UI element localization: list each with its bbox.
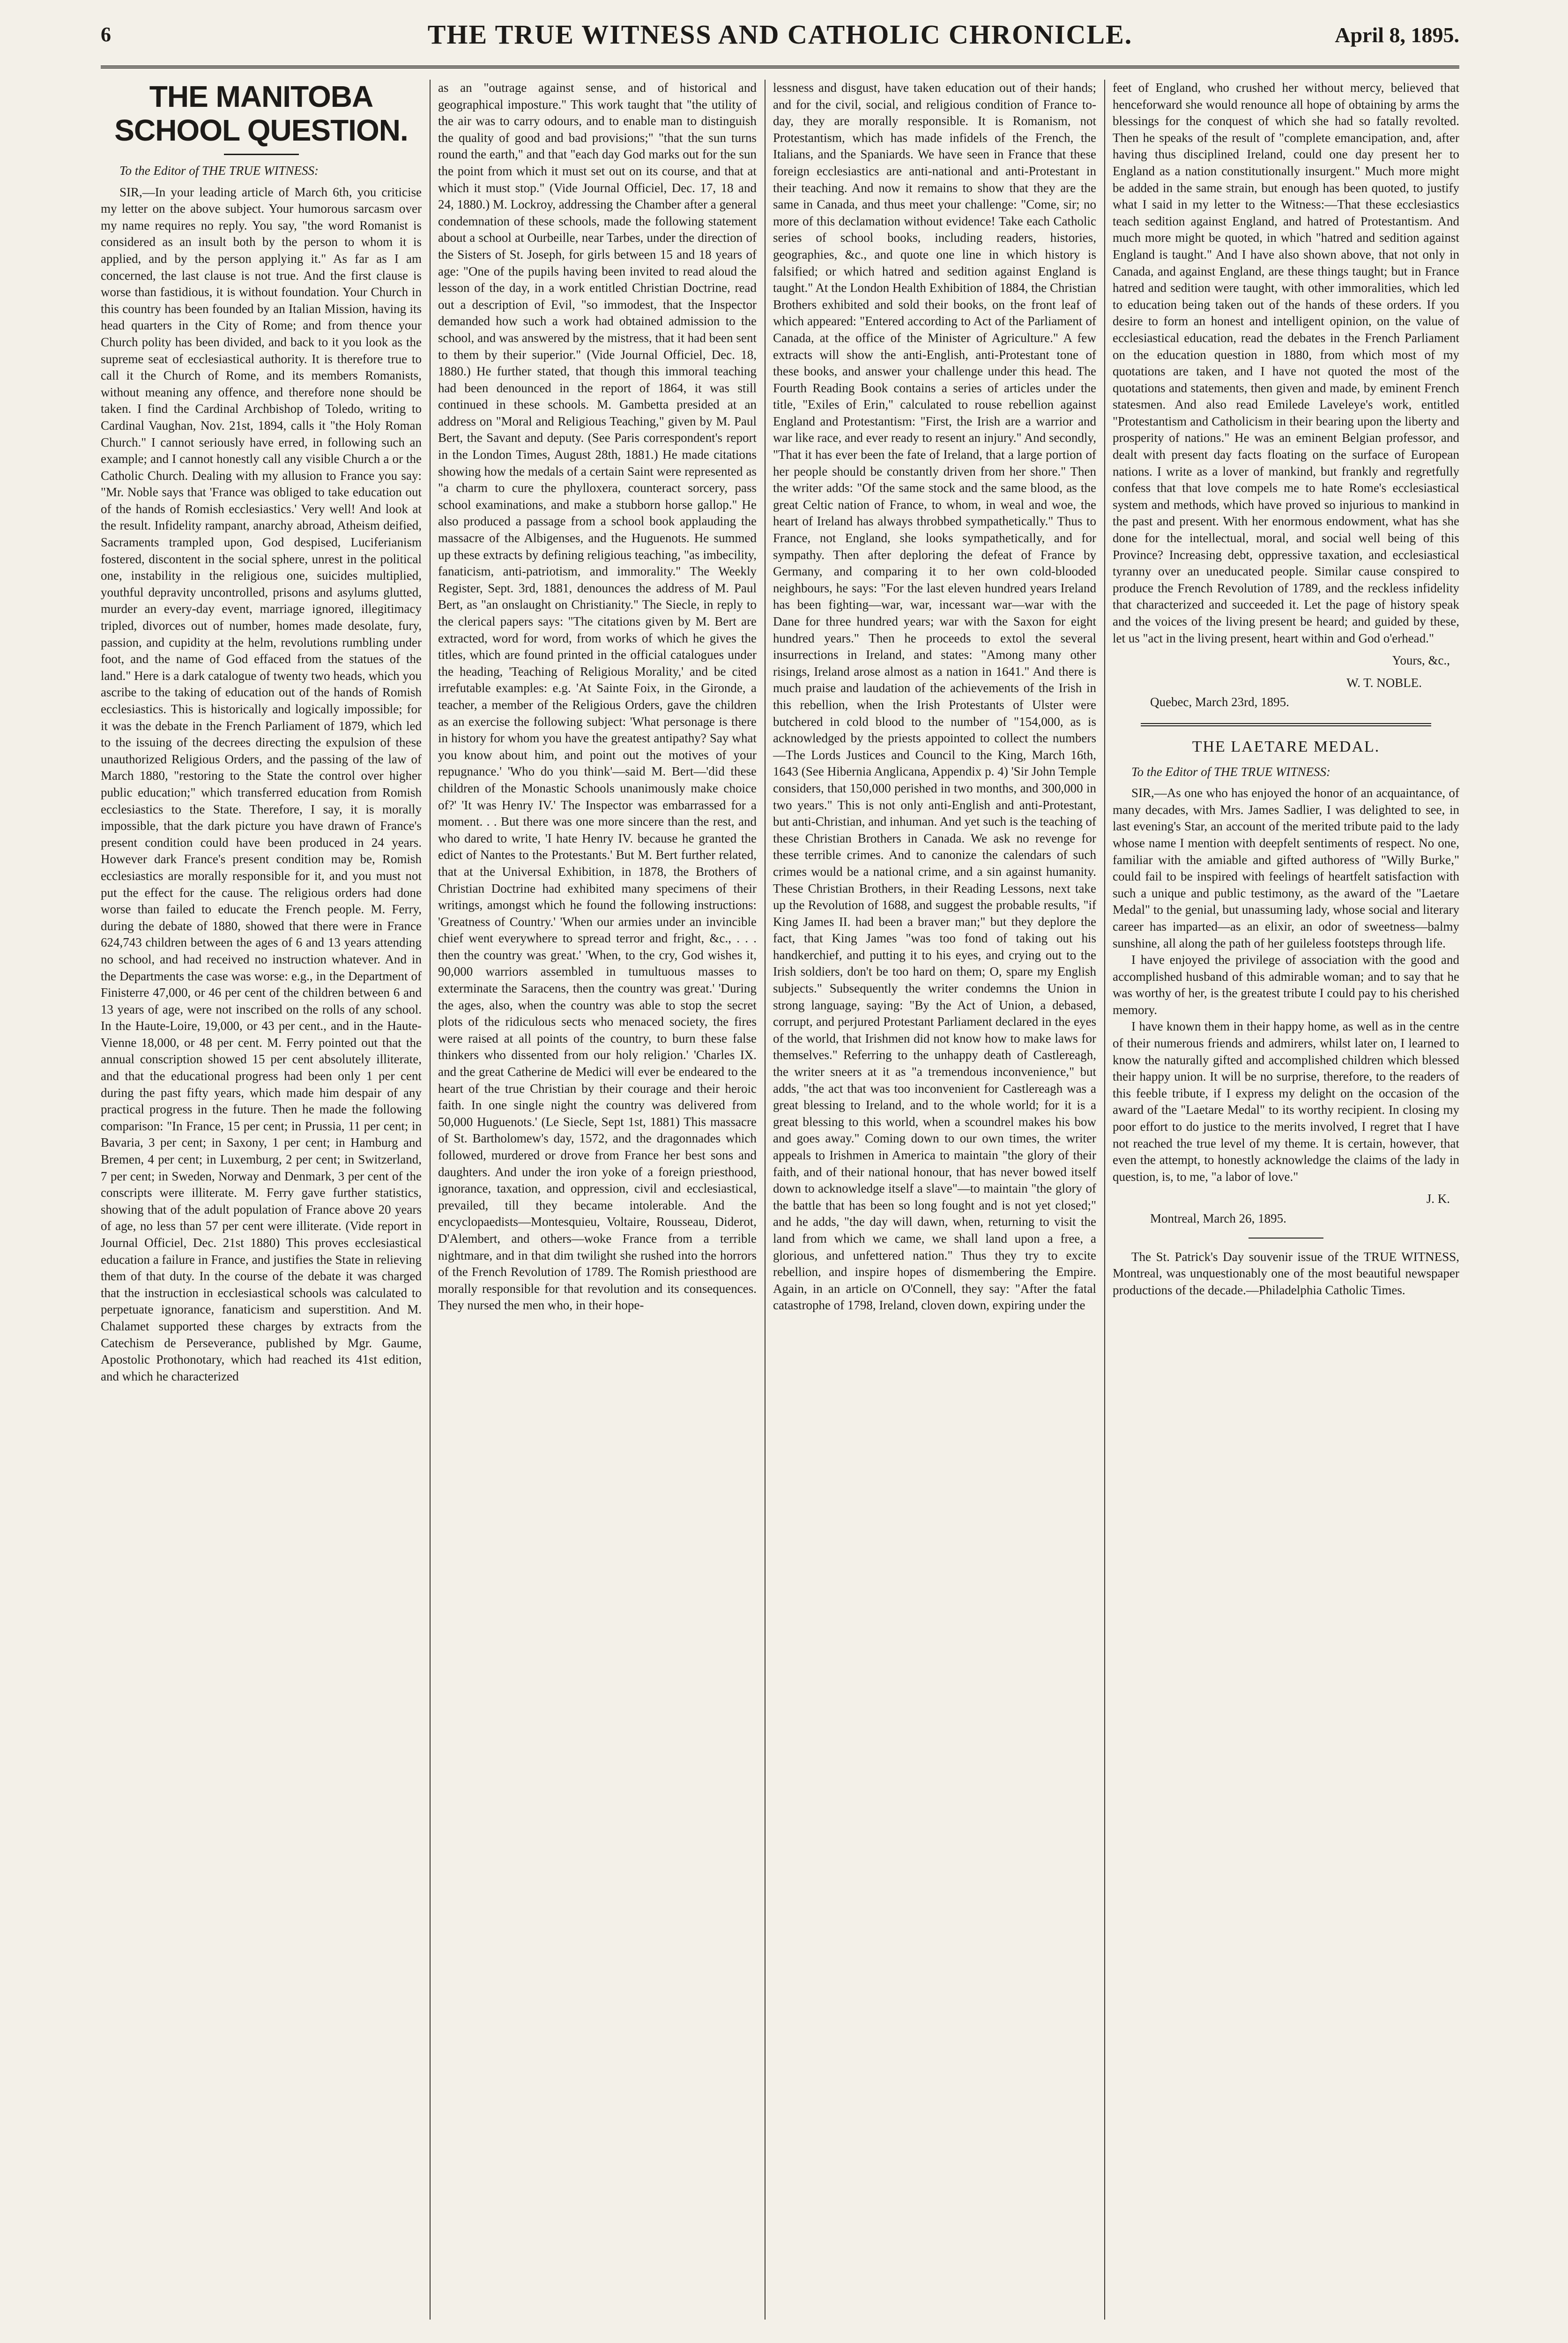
column-2 [438,80,757,2320]
article-paragraph: I have known them in their happy home, as well as in the centre of their numerous friends and admirers, whilst later on, I learned to know the naturally gifted and accomplished children which blessed their happy union. It will be no surprise, therefore, to the readers of this feeble tribute, if I express my delight on the occasion of the award of the "Laetare Medal" to its worthy recipient. In closing my poor effort to do justice to the merits involved, I regret that I have not reached the true level of my theme. It is certain, however, that even the attempt, to honestly acknowledge the claims of the lady in question, is, to me, "a labor of love." [1113,1019,1459,1184]
letter-signature: J. K. [1426,1192,1450,1206]
masthead [101,14,1459,70]
article-paragraph: SIR,—As one who has enjoyed the honor of an acquaintance, of many decades, with Mrs. James Sadlier, I was delighted to see, in last evening's Star, an account of the merited tribute paid to the lady whose name I mention with deepfelt sentiments of respect. No one, familiar with the amiable and gifted authoress of "Willy Burke," could fail to be inspired with feelings of heartfelt satisfaction with such a unique and public testimony, as the award of the "Laetare Medal" to the genial, but unassuming lady, whose social and literary career has imparted—as an elixir, an odor of sweetness—balmy sunshine, all along the path of her guileless footsteps through life. [1113,786,1459,950]
letter-closing: Yours, &c., [1392,653,1450,668]
article-title: THE LAETARE MEDAL. [1192,738,1380,755]
column-3 [773,80,1096,2320]
letter-place-date: Quebec, March 23rd, 1895. [1150,695,1289,709]
article-body: as an "outrage against sense, and of historical and geographical imposture." This work taught that "the utility of the air was to carry odours, and to enable man to distinguish the quality of good and bad provisions;" "that the sun turns round the earth," and that "each day God marks out for the sun the point from which it must set out on its course, and that at which it must stop." (Vide Journal Officiel, Dec. 17, 18 and 24, 1880.) M. Lockroy, addressing the Chamber after a general condemnation of these schools, made the following statement about a school at Ourbeille, near Tarbes, under the direction of the Sisters of St. Joseph, for girls between 15 and 18 years of age: "One of the pupils having been invited to read aloud the lesson of the day, in a work entitled Christian Doctrine, read out a description of Evil, "so immodest, that the Inspector demanded how such a work had obtained admission to the school, and was answered by the mistress, that it had been sent to them by their superior." (Vide Journal Officiel, Dec. 18, 1880.) He further stated, that though this immoral teaching had been denounced in the report of 1864, it was still continued in these schools. M. Gambetta presided at an address on "Moral and Religious Teaching," given by M. Paul Bert, the Savant and deputy. (See Paris correspondent's report in the London Times, August 28th, 1881.) He made citations showing how the medals of a certain Saint were represented as "a charm to cure the phylloxera, counteract sorcery, pass school examinations, and make a stubborn horse gallop." He also produced a passage from a school book applauding the massacre of the Albigenses, and the Huguenots. He summed up these extracts by defining religious teaching, "as imbecility, fanaticism, anti-patriotism, and immorality." The Weekly Register, Sept. 3rd, 1881, denounces the address of M. Paul Bert, as "an onslaught on Christianity." The Siecle, in reply to the clerical papers says: "The citations given by M. Bert are extracted, word for word, from works of which he gives the titles, which are found printed in the official catalogues under the heading, 'Teaching of Religious Morality,' and be cited irrefutable examples: e.g. 'At Sainte Foix, in the Gironde, a teacher, a member of the Religious Orders, gave the children as an exercise the following subject: 'What personage is there in history for whom you have the greatest antipathy? Say what you know about him, and point out the motives of your repugnance.' 'Who do you think'—said M. Bert—'did these children of the Monastic Schools unanimously make choice of?' 'It was Henry IV.' The Inspector was embarrassed for a moment. . . But there was one more sincere than the rest, and who dared to write, 'I hate Henry IV. because he granted the edict of Nantes to the Protestants.' But M. Bert further related, that at the Universal Exhibition, in 1878, the Brothers of Christian Doctrine had exhibited many specimens of their writings, amongst which he found the following instructions: 'Greatness of Country.' 'When our armies under an invincible chief went everywhere to spread terror and fright, &c., . . . then the country was great.' 'When, to the cry, God wishes it, 90,000 warriors assembled in tumultuous masses to exterminate the Saracens, then the country was great.' 'During the ages, also, when the country was able to stop the secret plots of the ridiculous sects who menaced society, the fires were raised at all points of the country, to burn these false thinkers who dissented from our holy religion.' 'Charles IX. and the great Catherine de Medici will ever be endeared to the heart of the true Christian by their courage and their heroic faith. In one single night the country was delivered from 50,000 Huguenots.' (Le Siecle, Sept 1st, 1881) This massacre of St. Bartholomew's day, 1572, and the dragonnades which followed, murdered or drove from France her best sons and daughters. And under the iron yoke of a foreign priesthood, ignorance, taxation, and oppression, civil and ecclesiastical, prevailed, till they became intolerable. And the encyclopaedists—Montesquieu, Voltaire, Rousseau, Diderot, D'Alembert, and others—woke France from a terrible nightmare, and in that dim twilight she rushed into the horrors of the French Revolution of 1789. The Romish priesthood are morally responsible for that revolution and its consequences. They nursed the men who, in their hope- [438,81,757,1313]
column-divider [430,80,431,2320]
issue-date: April 8, 1895. [1335,23,1459,47]
letter-address: To the Editor of THE TRUE WITNESS: [1131,764,1331,779]
letter-place-date: Montreal, March 26, 1895. [1150,1211,1286,1225]
letter-address: To the Editor of THE TRUE WITNESS: [119,164,319,178]
letter-signature: W. T. NOBLE. [1346,675,1422,690]
article-paragraph: I have enjoyed the privilege of association with the good and accomplished husband of this admirable woman; and to say that he was worthy of her, is the greatest tribute I could pay to his cherished memory. [1113,953,1459,1017]
article-body: lessness and disgust, have taken education out of their hands; and for the civil, social, and religious condition of France to-day, they are morally responsible. It is Romanism, not Protestantism, which has made infidels of the French, the Italians, and the Spaniards. We have seen in France that these foreign ecclesiastics are anti-national and anti-Protestant in their teaching. And now it remains to show that they are the same in Canada, and thus meet your challenge: "Come, sir; no more of this declamation without evidence! Take each Catholic series of school books, including readers, histories, geographies, &c., and quote one line in which history is falsified; or which hatred and sedition against England is taught." At the London Health Exhibition of 1884, the Christian Brothers exhibited and sold their books, on the front leaf of which appeared: "Entered according to Act of the Parliament of Canada, at the office of the Minister of Agriculture." A few extracts will show the anti-English, anti-Protestant tone of these books, and answer your challenge under this head. The Fourth Reading Book contains a series of articles under the title, "Exiles of Erin," calculated to rouse rebellion against England and Protestantism: "First, the Irish are a warrior and war like race, and ever ready to resent an injury." And secondly, "That it has ever been the fate of Ireland, that a large portion of her people should be constantly driven from her shore." Then the writer adds: "Of the same stock and the same blood, as the great Celtic nation of France, to whom, in weal and woe, the heart of Ireland has always throbbed sympathetically." Thus to France, not England, she looks sympathetically, and for sympathy. Then after deploring the defeat of France by Germany, and comparing it to her own cold-blooded neighbours, he says: "For the last eleven hundred years Ireland has been fighting—war, war, incessant war—war with the Dane for three hundred years; war with the Saxon for eight hundred years." Then he proceeds to extol the several insurrections in Ireland, and states: "Among many other risings, Ireland arose almost as a nation in 1641." And there is much praise and laudation of the achievements of the Irish in this rebellion, when the Irish Protestants of Ulster were butchered in cold blood to the number of "154,000, as is acknowledged by the priests appointed to collect the numbers—The Lords Justices and Council to the King, March 16th, 1643 (See Hibernia Anglicana, Appendix p. 4) 'Sir John Temple considers, that 150,000 perished in two months, and 300,000 in two years." This is not only anti-English and anti-Protestant, but anti-Christian, and inhuman. And yet such is the teaching of these Christian Brothers in Canada. We ask no revenge for these terrible crimes. And to canonize the calendars of such crimes would be a national crime, and a sin against humanity. These Christian Brothers, in their Reading Lessons, next take up the Revolution of 1688, and suggest the probable results, "if King James II. had been a braver man;" but they deplore the fact, that King James "was too fond of taking out his handkerchief, and putting it to his eyes, and crying out to the Irish soldiers, don't be too hard on them; O, spare my English subjects." Subsequently the writer condemns the Union in strong language, saying: "By the Act of Union, a debased, corrupt, and perjured Protestant Parliament declared in the eyes of the world, that Irishmen did not know how to make laws for themselves." Referring to the unhappy death of Castlereagh, the writer sneers at it as "a tremendous inconvenience," but adds, "the act that was too inconvenient for Castlereagh was a great blessing to Ireland, and to the whole world; for it is a great blessing to this world, when a scoundrel makes his bow and goes away." Coming down to our own times, the writer appeals to Irishmen in America to maintain "the glory of their faith, and of their national honour, that has never bowed itself down to acknowledge itself a slave"—to maintain "the glory of the battle that has been so long fought and is not yet closed;" and he adds, "the day will dawn, when, returning to visit the land from which we came, we shall land upon a free, a glorious, and unfettered nation." Thus they try to excite rebellion, and inspire hopes of dismembering the Empire. Again, in an article on O'Connell, they say: "After the fatal catastrophe of 1798, Ireland, cloven down, expiring under the [773,81,1096,1313]
article-headline: THE MANITOBA SCHOOL QUESTION. [114,80,408,147]
article-body: feet of England, who crushed her without mercy, believed that henceforward she would renounce all hope of obtaining by arms the blessings for the conquest of which she had so fatally revolted. Then he speaks of the result of "complete emancipation, and, after having thus disciplined Ireland, could one day present her to England as a nation constitutionally insurgent." Much more might be added in the same strain, but enough has been quoted, to justify what I said in my letter to the Witness:—That these ecclesiastics teach sedition against England, and hatred of Protestantism. And much more might be quoted, in which "hatred and sedition against England is taught." And I have also shown above, that not only in Canada, and against England, are these things taught; but in France hatred and sedition were taught, with other immoralities, which led to education being taken out of the hands of these orders. If you desire to form an honest and intelligent opinion, on the value of ecclesiastical education, read the debates in the French Parliament on the education question in 1880, from which most of my quotations are taken, and I have not quoted the most of the quotations and statements, then given and made, by eminent French statesmen. And also read Emilede Laveleye's work, entitled "Protestantism and Catholicism in their bearing upon the liberty and prosperity of nations." He was an eminent Belgian professor, and dealt with present day facts floating on the surface of European nations. I write as a lover of mankind, but frankly and regretfully confess that that love compels me to hate Rome's ecclesiastical system and methods, which have proved so injurious to mankind in the past and present. With her enormous endowment, what has she done for the intellectual, moral, and social well being of this Province? Increasing debt, oppressive taxation, and ecclesiastical tyranny over an uneducated people. Similar cause conspired to produce the French Revolution of 1789, and the reckless infidelity that characterized and succeeded it. Let the page of history speak and the voices of the living present be heard; and guided by these, let us "act in the living present, heart within and God o'erhead." [1113,81,1459,645]
article-body: SIR,—In your leading article of March 6th, you criticise my letter on the above subject. Your humorous sarcasm over my name requires no reply. You say, "the word Romanist is considered as an insult both by the person to whom it is applied, and by the person applying it." As far as I am concerned, the last clause is not true. And the first clause is worse than fastidious, it is without foundation. Your Church in this country has been founded by an Italian Mission, having its head quarters in the City of Rome; and from thence your Church polity has been divided, and back to it you look as the supreme seat of ecclesiastical authority. It is therefore true to call it the Church of Rome, and its members Romanists, without meaning any offence, and therefore none should be taken. I find the Cardinal Archbishop of Toledo, writing to Cardinal Vaughan, Nov. 21st, 1894, calls it "the Holy Roman Church." I cannot seriously have erred, in following such an example; and I cannot honestly call any visible Church a or the Catholic Church. Dealing with my allusion to France you say: "Mr. Noble says that 'France was obliged to take education out of the hands of Romish ecclesiastics.' Very well! And look at the result. Infidelity rampant, anarchy abroad, Atheism deified, Sacraments trampled upon, God despised, Luciferianism fostered, discontent in the social sphere, unrest in the political one, instability in the religious one, suicides multiplied, youthful depravity uncontrolled, prisons and asylums glutted, murder an every-day event, marriage ignored, illegitimacy tripled, divorces out of number, homes made desolate, fury, passion, and cupidity at the helm, revolutions rumbling under foot, and the name of God effaced from the statues of the land." Here is a dark catalogue of twenty two heads, which you ascribe to the taking of education out of the hands of Romish ecclesiastics. This is historically and logically impossible; for it was the debate in the French Parliament of 1879, which led to the issuing of the decrees directing the expulsion of these unauthorized Religious Orders, and the passing of the law of March 1880, "restoring to the State the control over higher public education;" which transferred education from Romish ecclesiastics to the State. Therefore, I say, it is morally impossible, that the dark picture you have drawn of France's present condition could have been produced in 24 years. However dark France's present condition may be, Romish ecclesiastics are morally responsible for it, and you must not put the effect for the cause. The religious orders had done worse than failed to educate the French people. M. Ferry, during the debate of 1880, showed that there were in France 624,743 children between the ages of 6 and 13 years attending no school, and had received no instruction whatever. And in the Departments the case was worse: e.g., in the Department of Finisterre 47,000, or 46 per cent of the children between 6 and 13 years of age, were not inscribed on the rolls of any school. In the Haute-Loire, 19,000, or 43 per cent., and in the Haute-Vienne 18,000, or 48 per cent. M. Ferry pointed out that the annual conscription showed 15 per cent absolutely illiterate, and that the educational progress had been only 1 per cent during the past fifty years, which made him despair of any practical progress in the future. Then he made the following comparison: "In France, 15 per cent; in Prussia, 11 per cent; in Bavaria, 3 per cent; in Saxony, 1 per cent; in Hamburg and Bremen, 4 per cent; in Luxemburg, 2 per cent; in Switzerland, 7 per cent; in Sweden, Norway and Denmark, 3 per cent of the conscripts were illiterate. M. Ferry gave further statistics, showing that of the adult population of France above 20 years of age, no less than 57 per cent were illiterate. (Vide report in Journal Officiel, Dec. 21st 1880) This proves ecclesiastical education a failure in France, and justifies the State in relieving them of that duty. In the course of the debate it was charged that the instruction in ecclesiastical schools was calculated to perpetuate ignorance, fanaticism and superstition. And M. Chalamet supported these charges by extracts from the Catechism de Perseverance, published by Mgr. Gaume, Apostolic Prothonotary, which had reached its 41st edition, and which he characterized [101,185,422,1383]
newspaper-title: THE TRUE WITNESS AND CATHOLIC CHRONICLE. [427,19,1133,50]
column-divider [1104,80,1105,2320]
notice-text: The St. Patrick's Day souvenir issue of the TRUE WITNESS, Montreal, was unquestionably one of the most beautiful newspaper productions of the decade.—Philadelphia Catholic Times. [1113,1249,1459,1297]
headline-rule [224,154,299,155]
page-number: 6 [101,23,111,46]
section-divider [1248,1238,1323,1239]
section-divider [1141,723,1431,726]
column-4 [1113,80,1459,2320]
column-1 [101,80,422,2320]
masthead-rule [101,66,1459,68]
